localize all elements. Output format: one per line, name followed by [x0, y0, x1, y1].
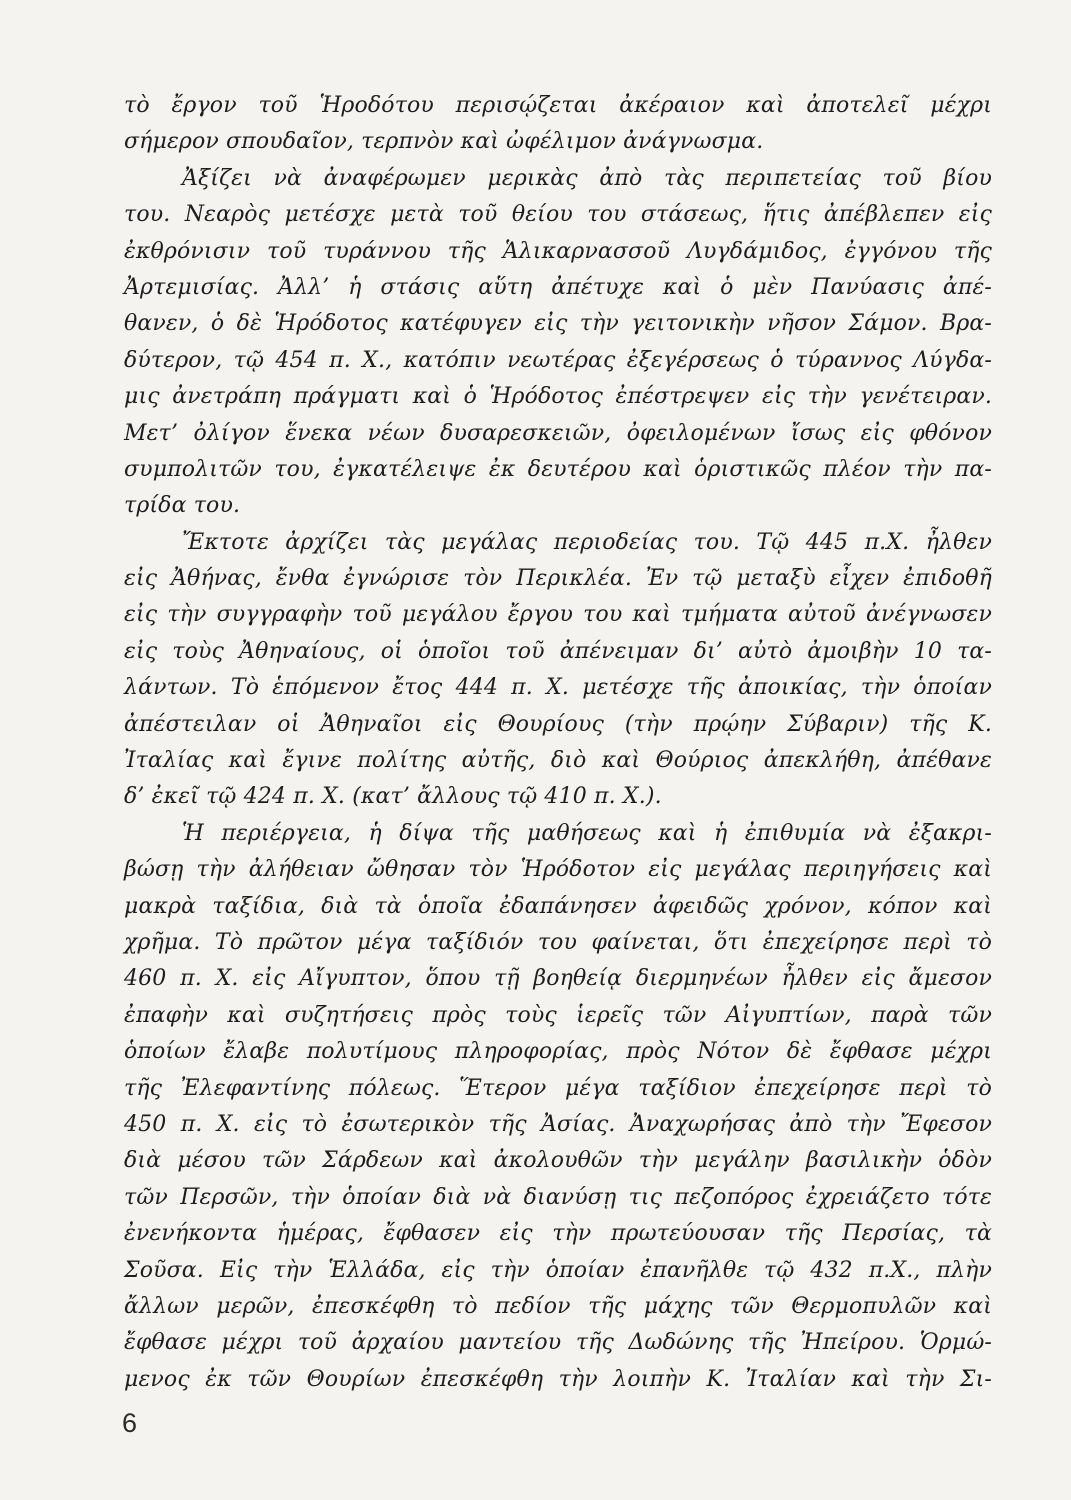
text-line: χρῆμα. Τὸ πρῶτον μέγα ταξίδιόν του φαίνεται, ὅτι ἐπεχείρησε περὶ τὸ	[124, 929, 992, 955]
text-line: Ἰταλίας καὶ ἔγινε πολίτης αὐτῆς, διὸ καὶ Θούριος ἀπεκλήθη, ἀπέθανε	[124, 748, 992, 774]
text-line: ἄλλων μερῶν, ἐπεσκέφθη τὸ πεδίον τῆς μάχης τῶν Θερμοπυλῶν καὶ	[124, 1293, 992, 1319]
text-line: Μετ’ ὀλίγον ἕνεκα νέων δυσαρεσκειῶν, ὀφειλομένων ἴσως εἰς φθόνον	[124, 420, 992, 446]
text-line: 460 π. Χ. εἰς Αἴγυπτον, ὅπου τῇ βοηθείᾳ διερμηνέων ἦλθεν εἰς ἄμεσον	[124, 966, 992, 992]
text-line: τῶν Περσῶν, τὴν ὁποίαν διὰ νὰ διανύσῃ τις πεζοπόρος ἐχρειάζετο τότε	[124, 1184, 992, 1210]
text-line: ἐνενήκοντα ἡμέρας, ἔφθασεν εἰς τὴν πρωτεύουσαν τῆς Περσίας, τὰ	[124, 1221, 992, 1247]
text-line: Ἔκτοτε ἀρχίζει τὰς μεγάλας περιοδείας του. Τῷ 445 π.Χ. ἦλθεν	[182, 529, 992, 555]
text-line: μις ἀνετράπη πράγματι καὶ ὁ Ἡρόδοτος ἐπέστρεψεν εἰς τὴν γενέτειραν.	[124, 384, 992, 410]
text-line: τρίδα του.	[124, 493, 241, 519]
text-line: μενος ἐκ τῶν Θουρίων ἐπεσκέφθη τὴν λοιπὴν Κ. Ἰταλίαν καὶ τὴν Σι-	[124, 1366, 992, 1392]
text-line: σήμερον σπουδαῖον, τερπνὸν καὶ ὠφέλιμον ἀνάγνωσμα.	[124, 129, 764, 155]
text-line: συμπολιτῶν του, ἐγκατέλειψε ἐκ δευτέρου καὶ ὁριστικῶς πλέον τὴν πα-	[124, 456, 992, 482]
text-line: εἰς τὴν συγγραφὴν τοῦ μεγάλου ἔργου του καὶ τμήματα αὐτοῦ ἀνέγνωσεν	[124, 602, 992, 628]
text-line: τῆς Ἐλεφαντίνης πόλεως. Ἕτερον μέγα ταξίδιον ἐπεχείρησε περὶ τὸ	[124, 1075, 992, 1101]
text-line: Ἀξίζει νὰ ἀναφέρωμεν μερικὰς ἀπὸ τὰς περιπετείας τοῦ βίου	[182, 165, 992, 191]
text-line: Ἡ περιέργεια, ἡ δίψα τῆς μαθήσεως καὶ ἡ ἐπιθυμία νὰ ἐξακρι-	[182, 820, 992, 846]
text-line: ὁποίων ἔλαβε πολυτίμους πληροφορίας, πρὸς Νότον δὲ ἔφθασε μέχρι	[124, 1039, 992, 1065]
text-line: βώσῃ τὴν ἀλήθειαν ὤθησαν τὸν Ἡρόδοτον εἰς μεγάλας περιηγήσεις καὶ	[124, 857, 992, 883]
text-line: τὸ ἔργον τοῦ Ἡροδότου περισῴζεται ἀκέραιον καὶ ἀποτελεῖ μέχρι	[124, 93, 992, 118]
text-line: διὰ μέσου τῶν Σάρδεων καὶ ἀκολουθῶν τὴν μεγάλην βασιλικὴν ὁδὸν	[124, 1148, 992, 1174]
text-line: ἔφθασε μέχρι τοῦ ἀρχαίου μαντείου τῆς Δωδώνης τῆς Ἠπείρου. Ὁρμώ-	[124, 1330, 992, 1356]
text-line: θανεν, ὁ δὲ Ἡρόδοτος κατέφυγεν εἰς τὴν γειτονικὴν νῆσον Σάμον. Βρα-	[124, 311, 992, 337]
text-line: ἐπαφὴν καὶ συζητήσεις πρὸς τοὺς ἱερεῖς τῶν Αἰγυπτίων, παρὰ τῶν	[124, 1002, 992, 1028]
text-line: Ἀρτεμισίας. Ἀλλ’ ἡ στάσις αὕτη ἀπέτυχε καὶ ὁ μὲν Πανύασις ἀπέ-	[124, 274, 992, 300]
text-line: λάντων. Τὸ ἑπόμενον ἔτος 444 π. Χ. μετέσχε τῆς ἀποικίας, τὴν ὁποίαν	[124, 675, 992, 701]
text-line: μακρὰ ταξίδια, διὰ τὰ ὁποῖα ἐδαπάνησεν ἀφειδῶς χρόνον, κόπον καὶ	[124, 893, 992, 919]
text-line: δ’ ἐκεῖ τῷ 424 π. Χ. (κατ’ ἄλλους τῷ 410 π. Χ.).	[124, 784, 662, 810]
text-line: 450 π. Χ. εἰς τὸ ἐσωτερικὸν τῆς Ἀσίας. Ἀναχωρήσας ἀπὸ τὴν Ἔφεσον	[124, 1111, 992, 1137]
text-line: εἰς Ἀθήνας, ἔνθα ἐγνώρισε τὸν Περικλέα. Ἐν τῷ μεταξὺ εἶχεν ἐπιδοθῆ	[124, 566, 992, 592]
text-line: Σοῦσα. Εἰς τὴν Ἑλλάδα, εἰς τὴν ὁποίαν ἐπανῆλθε τῷ 432 π.Χ., πλὴν	[124, 1257, 992, 1283]
text-line: του. Νεαρὸς μετέσχε μετὰ τοῦ θείου του στάσεως, ἥτις ἀπέβλεπεν εἰς	[124, 202, 992, 228]
body-text	[124, 88, 992, 1398]
text-line: ἐκθρόνισιν τοῦ τυράννου τῆς Ἁλικαρνασσοῦ Λυγδάμιδος, ἐγγόνου τῆς	[124, 238, 992, 264]
text-line: εἰς τοὺς Ἀθηναίους, οἱ ὁποῖοι τοῦ ἀπένειμαν δι’ αὐτὸ ἀμοιβὴν 10 τα-	[124, 638, 992, 664]
text-line: δύτερον, τῷ 454 π. Χ., κατόπιν νεωτέρας ἐξεγέρσεως ὁ τύραννος Λύγδα-	[124, 347, 992, 373]
text-line: ἀπέστειλαν οἱ Ἀθηναῖοι εἰς Θουρίους (τὴν πρῴην Σύβαριν) τῆς Κ.	[124, 711, 992, 737]
page-number: 6	[122, 1408, 138, 1438]
